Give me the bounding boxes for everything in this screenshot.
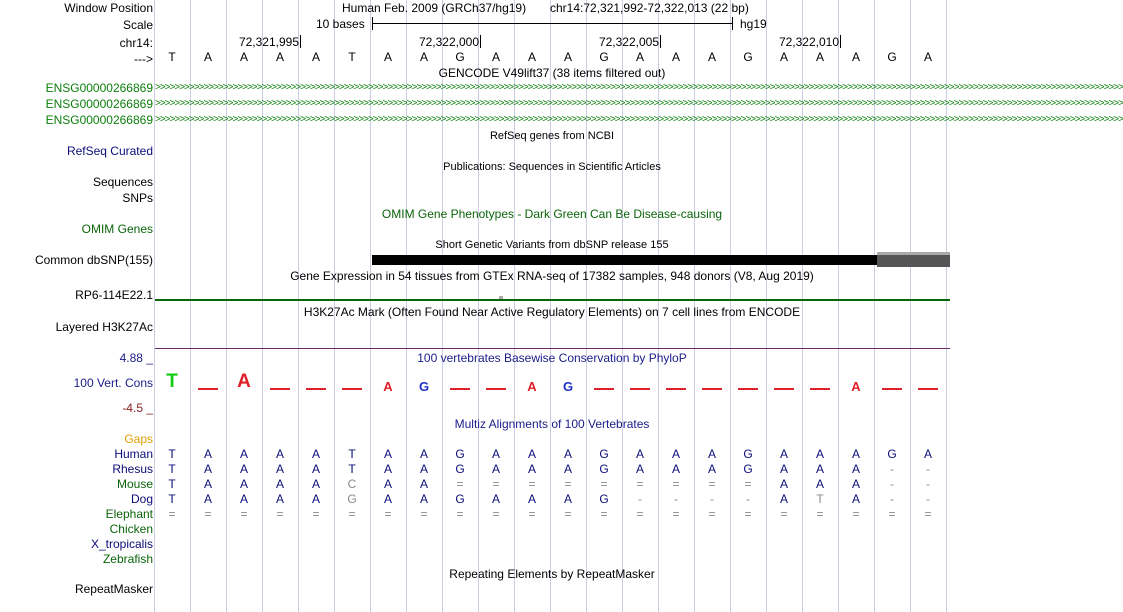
gene-feature-2[interactable]: >>>>>>>>>>>>>>>>>>>>>>>>>>>>>>>>>>>>>>>>>>>>>>>>>>>>>>>>>>>>>>>>>>>>>>>>>>>>>>>>>>>>>>>>>>>>>>>>>>>>>>>>>>>>>>>>>>>>>>>>>>>>>>>>>>>>>>>>>>>>>>>>>>>>>>>>>>>>>>>>>>>>>>>>>>>>>>>>>>>>>>>>>>>>>>>>>>>>>>>> <box>155 98 1123 109</box>
alignment-base-rhesus: G <box>743 462 753 476</box>
position-text: chr14:72,321,992-72,322,013 (22 bp) <box>550 1 749 15</box>
snps-label[interactable]: SNPs <box>122 191 153 205</box>
assembly-text: Human Feb. 2009 (GRCh37/hg19) <box>342 1 527 15</box>
species-dog-label[interactable]: Dog <box>130 492 153 506</box>
alignment-base-mouse: A <box>851 477 861 491</box>
alignment-base-elephant: = <box>924 507 932 521</box>
alignment-base-dog: G <box>347 492 357 506</box>
alignment-base-mouse: = <box>744 477 752 491</box>
browser-data-panel[interactable] <box>155 0 1123 612</box>
alignment-base-rhesus: A <box>239 462 249 476</box>
species-rhesus-label[interactable]: Rhesus <box>112 462 153 476</box>
alignment-base-elephant: = <box>312 507 320 521</box>
cons-max-label: 4.88 _ <box>119 351 153 365</box>
phylop-mark <box>810 388 830 390</box>
coord-tickmark-2 <box>480 35 481 48</box>
gene-feature-1[interactable]: >>>>>>>>>>>>>>>>>>>>>>>>>>>>>>>>>>>>>>>>>>>>>>>>>>>>>>>>>>>>>>>>>>>>>>>>>>>>>>>>>>>>>>>>>>>>>>>>>>>>>>>>>>>>>>>>>>>>>>>>>>>>>>>>>>>>>>>>>>>>>>>>>>>>>>>>>>>>>>>>>>>>>>>>>>>>>>>>>>>>>>>>>>>>>>>>>>>>>>>> <box>155 82 1123 93</box>
alignment-base-mouse: C <box>347 477 357 491</box>
repeatmasker-label[interactable]: RepeatMasker <box>74 582 153 596</box>
sequence-base: A <box>815 50 825 64</box>
alignment-base-elephant: = <box>672 507 680 521</box>
h3k27ac-track-title: H3K27Ac Mark (Often Found Near Active Regulatory Elements) on 7 cell lines from ENCODE <box>303 305 801 319</box>
alignment-base-rhesus: A <box>635 462 645 476</box>
alignment-base-elephant: = <box>816 507 824 521</box>
gene-feature-3[interactable]: >>>>>>>>>>>>>>>>>>>>>>>>>>>>>>>>>>>>>>>>>>>>>>>>>>>>>>>>>>>>>>>>>>>>>>>>>>>>>>>>>>>>>>>>>>>>>>>>>>>>>>>>>>>>>>>>>>>>>>>>>>>>>>>>>>>>>>>>>>>>>>>>>>>>>>>>>>>>>>>>>>>>>>>>>>>>>>>>>>>>>>>>>>>>>>>>>>>>>>>> <box>155 114 1123 125</box>
coord-tickmark-4 <box>840 35 841 48</box>
scale-db-text: hg19 <box>740 17 767 31</box>
alignment-base-rhesus: A <box>851 462 861 476</box>
alignment-base-elephant: = <box>240 507 248 521</box>
coord-tickmark-3 <box>660 35 661 48</box>
sequence-base: G <box>455 50 465 64</box>
omim-track-title: OMIM Gene Phenotypes - Dark Green Can Be Disease-causing <box>381 207 723 221</box>
alignment-base-human: T <box>168 447 176 461</box>
alignment-base-dog: - <box>710 492 714 506</box>
alignment-base-human: A <box>203 447 213 461</box>
dbsnp-variant-bar[interactable] <box>372 255 877 265</box>
dbsnp-variant-bar-2-top <box>877 252 950 255</box>
sequence-base: A <box>275 50 285 64</box>
alignment-base-mouse: - <box>890 477 894 491</box>
omim-label[interactable]: OMIM Genes <box>81 222 153 236</box>
alignment-base-dog: A <box>419 492 429 506</box>
species-elephant-label[interactable]: Elephant <box>105 507 153 521</box>
alignment-base-dog: A <box>563 492 573 506</box>
phylop-mark <box>270 388 290 390</box>
alignment-base-mouse: A <box>779 477 789 491</box>
alignment-base-elephant: = <box>852 507 860 521</box>
alignment-base-rhesus: G <box>599 462 609 476</box>
gtex-marker <box>499 296 503 299</box>
alignment-base-human: T <box>348 447 356 461</box>
phylop-mark <box>702 388 722 390</box>
phylop-mark <box>882 388 902 390</box>
phylop-mark <box>306 388 326 390</box>
phylop-letter: A <box>237 371 251 392</box>
alignment-base-rhesus: T <box>168 462 176 476</box>
alignment-base-human: A <box>707 447 717 461</box>
alignment-base-rhesus: A <box>491 462 501 476</box>
alignment-base-human: A <box>527 447 537 461</box>
alignment-base-elephant: = <box>456 507 464 521</box>
alignment-base-rhesus: G <box>455 462 465 476</box>
alignment-base-mouse: T <box>168 477 176 491</box>
sequence-base: A <box>203 50 213 64</box>
sequence-base: A <box>527 50 537 64</box>
phylop-letter: G <box>418 379 430 394</box>
phylop-mark <box>450 388 470 390</box>
gene-label-3[interactable]: ENSG00000266869 <box>45 113 153 127</box>
sequence-base: A <box>923 50 933 64</box>
sequence-base: T <box>168 50 176 64</box>
sequence-base: A <box>383 50 393 64</box>
alignment-base-mouse: = <box>636 477 644 491</box>
gtex-gene-line[interactable] <box>155 299 950 301</box>
alignment-base-rhesus: A <box>419 462 429 476</box>
track-labels-panel <box>0 0 155 612</box>
phylop-mark <box>774 388 794 390</box>
phylop-mark <box>594 388 614 390</box>
sequence-base: G <box>599 50 609 64</box>
scale-text: 10 bases <box>316 17 365 31</box>
alignment-base-mouse: = <box>564 477 572 491</box>
sequence-base: T <box>348 50 356 64</box>
cons-min-label: -4.5 _ <box>122 401 153 415</box>
alignment-base-elephant: = <box>600 507 608 521</box>
h3k27ac-label[interactable]: Layered H3K27Ac <box>55 320 153 334</box>
alignment-base-elephant: = <box>492 507 500 521</box>
gene-label-2[interactable]: ENSG00000266869 <box>45 97 153 111</box>
alignment-base-rhesus: A <box>707 462 717 476</box>
cons-track-label[interactable]: 100 Vert. Cons <box>73 376 153 390</box>
alignment-base-human: A <box>671 447 681 461</box>
phylop-mark <box>486 388 506 390</box>
alignment-base-human: A <box>563 447 573 461</box>
phylop-track-title: 100 vertebrates Basewise Conservation by PhyloP <box>417 351 687 365</box>
alignment-base-mouse: A <box>815 477 825 491</box>
alignment-base-rhesus: - <box>926 462 930 476</box>
alignment-base-human: A <box>635 447 645 461</box>
alignment-base-dog: A <box>383 492 393 506</box>
repeatmasker-track-title: Repeating Elements by RepeatMasker <box>449 567 655 581</box>
coord-tick-2: 72,322,000 <box>418 35 479 49</box>
alignment-base-dog: A <box>851 492 861 506</box>
sequence-base: A <box>419 50 429 64</box>
alignment-base-rhesus: A <box>527 462 537 476</box>
alignment-base-dog: - <box>638 492 642 506</box>
phylop-mark <box>918 388 938 390</box>
alignment-base-rhesus: A <box>563 462 573 476</box>
chrom-label: chr14: <box>119 36 153 50</box>
phylop-mark <box>666 388 686 390</box>
alignment-base-dog: - <box>926 492 930 506</box>
species-mouse-label[interactable]: Mouse <box>116 477 153 491</box>
phylop-mark <box>738 388 758 390</box>
alignment-base-elephant: = <box>168 507 176 521</box>
alignment-base-elephant: = <box>528 507 536 521</box>
phylop-letter: T <box>166 371 178 392</box>
alignment-base-human: A <box>779 447 789 461</box>
alignment-base-human: A <box>239 447 249 461</box>
coord-tick-3: 72,322,005 <box>598 35 659 49</box>
alignment-base-dog: A <box>203 492 213 506</box>
scale-bar-right <box>732 17 733 30</box>
alignment-base-dog: A <box>527 492 537 506</box>
alignment-base-mouse: A <box>311 477 321 491</box>
alignment-base-dog: A <box>491 492 501 506</box>
phylop-letter: A <box>527 379 537 394</box>
dbsnp-track-title: Short Genetic Variants from dbSNP release 155 <box>435 239 669 251</box>
strand-arrow-label: ---> <box>134 52 153 66</box>
refseq-track-title: RefSeq genes from NCBI <box>489 130 615 142</box>
alignment-base-rhesus: A <box>203 462 213 476</box>
alignment-base-human: G <box>743 447 753 461</box>
alignment-base-mouse: A <box>383 477 393 491</box>
gencode-track-title: GENCODE V49lift37 (38 items filtered out) <box>438 66 666 80</box>
gtex-track-title: Gene Expression in 54 tissues from GTEx RNA-seq of 17382 samples, 948 donors (V8, Aug 2019) <box>290 269 814 283</box>
sequence-base: A <box>491 50 501 64</box>
sequence-base: A <box>311 50 321 64</box>
alignment-base-mouse: = <box>492 477 500 491</box>
sequence-base: A <box>851 50 861 64</box>
species-xtrop-label[interactable]: X_tropicalis <box>90 537 153 551</box>
publications-track-title: Publications: Sequences in Scientific Articles <box>443 161 661 173</box>
alignment-base-rhesus: A <box>779 462 789 476</box>
alignment-base-human: A <box>383 447 393 461</box>
alignment-base-elephant: = <box>744 507 752 521</box>
alignment-base-elephant: = <box>420 507 428 521</box>
sequence-base: A <box>239 50 249 64</box>
sequence-base: A <box>563 50 573 64</box>
sequence-base: G <box>743 50 753 64</box>
gene-label-1[interactable]: ENSG00000266869 <box>45 81 153 95</box>
alignment-base-dog: A <box>239 492 249 506</box>
coord-tick-4: 72,322,010 <box>778 35 839 49</box>
coord-tick-1: 72,321,995 <box>238 35 299 49</box>
alignment-base-elephant: = <box>276 507 284 521</box>
sequence-base: A <box>707 50 717 64</box>
alignment-base-dog: G <box>455 492 465 506</box>
alignment-base-human: A <box>815 447 825 461</box>
alignment-base-elephant: = <box>564 507 572 521</box>
alignment-base-dog: A <box>311 492 321 506</box>
alignment-base-human: A <box>311 447 321 461</box>
alignment-base-dog: A <box>275 492 285 506</box>
alignment-base-elephant: = <box>888 507 896 521</box>
refseq-label[interactable]: RefSeq Curated <box>66 144 153 158</box>
phylop-letter: G <box>562 379 574 394</box>
phylop-mark <box>630 388 650 390</box>
alignment-base-rhesus: A <box>311 462 321 476</box>
alignment-base-mouse: = <box>528 477 536 491</box>
alignment-base-rhesus: A <box>671 462 681 476</box>
alignment-base-human: G <box>599 447 609 461</box>
rp6-label[interactable]: RP6-114E22.1 <box>75 288 153 302</box>
alignment-base-mouse: A <box>419 477 429 491</box>
alignment-base-rhesus: A <box>275 462 285 476</box>
alignment-base-elephant: = <box>348 507 356 521</box>
sequences-label[interactable]: Sequences <box>92 175 153 189</box>
alignment-base-human: A <box>923 447 933 461</box>
alignment-base-human: G <box>887 447 897 461</box>
phylop-letter: A <box>383 379 393 394</box>
alignment-base-dog: - <box>674 492 678 506</box>
species-human-label[interactable]: Human <box>114 447 153 461</box>
alignment-base-mouse: = <box>708 477 716 491</box>
coord-tickmark-1 <box>300 35 301 48</box>
alignment-base-rhesus: A <box>815 462 825 476</box>
alignment-base-rhesus: A <box>383 462 393 476</box>
sequence-base: A <box>635 50 645 64</box>
alignment-base-mouse: = <box>672 477 680 491</box>
scale-bar <box>372 23 732 24</box>
alignment-base-mouse: = <box>456 477 464 491</box>
alignment-base-dog: G <box>599 492 609 506</box>
multiz-track-title: Multiz Alignments of 100 Vertebrates <box>454 417 650 431</box>
alignment-base-mouse: A <box>203 477 213 491</box>
alignment-base-human: A <box>275 447 285 461</box>
alignment-base-rhesus: - <box>890 462 894 476</box>
alignment-base-dog: - <box>746 492 750 506</box>
alignment-base-mouse: - <box>926 477 930 491</box>
alignment-base-elephant: = <box>708 507 716 521</box>
alignment-base-elephant: = <box>636 507 644 521</box>
alignment-base-human: A <box>851 447 861 461</box>
h3k27ac-baseline <box>155 348 950 349</box>
window-position-label: Window Position <box>64 1 153 15</box>
phylop-letter: A <box>851 379 861 394</box>
sequence-base: A <box>671 50 681 64</box>
phylop-mark <box>198 388 218 390</box>
alignment-base-dog: T <box>168 492 176 506</box>
alignment-base-human: A <box>419 447 429 461</box>
sequence-base: A <box>779 50 789 64</box>
alignment-base-dog: A <box>779 492 789 506</box>
gaps-label[interactable]: Gaps <box>124 432 153 446</box>
dbsnp-label[interactable]: Common dbSNP(155) <box>34 253 153 267</box>
alignment-base-rhesus: T <box>348 462 356 476</box>
alignment-base-elephant: = <box>204 507 212 521</box>
sequence-base: G <box>887 50 897 64</box>
species-zebrafish-label[interactable]: Zebrafish <box>102 552 153 566</box>
alignment-base-dog: - <box>890 492 894 506</box>
alignment-base-human: G <box>455 447 465 461</box>
alignment-base-mouse: = <box>600 477 608 491</box>
scale-label: Scale <box>122 18 153 32</box>
alignment-base-elephant: = <box>384 507 392 521</box>
phylop-mark <box>342 388 362 390</box>
alignment-base-elephant: = <box>780 507 788 521</box>
alignment-base-human: A <box>491 447 501 461</box>
alignment-base-dog: T <box>816 492 824 506</box>
alignment-base-mouse: A <box>239 477 249 491</box>
alignment-base-mouse: A <box>275 477 285 491</box>
species-chicken-label[interactable]: Chicken <box>109 522 153 536</box>
